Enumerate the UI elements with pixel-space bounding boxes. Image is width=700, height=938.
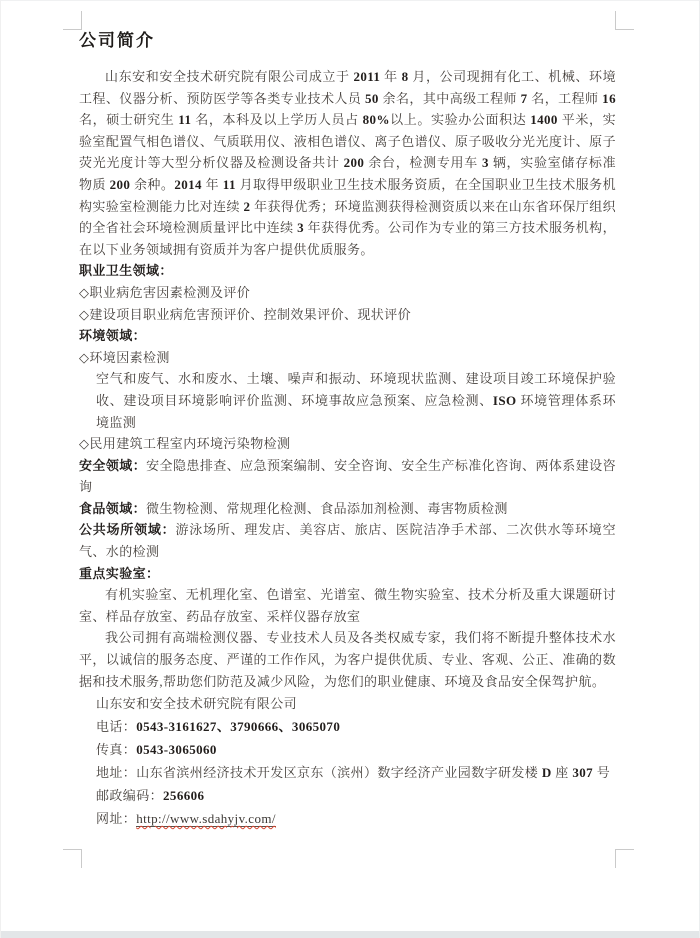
postal-code-line	[96, 784, 616, 807]
website-line	[96, 807, 616, 830]
text-run: 环境管理体系环境监测	[96, 392, 616, 430]
phone-line	[96, 715, 616, 738]
bold-text-run: 2011	[353, 69, 381, 84]
text-run: 年	[380, 69, 402, 84]
bold-text-run: 8	[401, 69, 409, 84]
fax-line	[96, 738, 616, 761]
bold-text-run: 7	[520, 90, 528, 106]
bold-text-run: 1400	[530, 112, 558, 128]
text-run: 年获得优秀；环境监测获得检测资质以来在山东省环保厅组织的全省社会环境检测质量评比中连续	[79, 198, 616, 236]
crop-mark-bottom-right	[615, 849, 634, 868]
bold-text-run: 环境领域：	[79, 328, 147, 344]
bold-text-run: 3	[481, 155, 489, 171]
bullet-item-environment-factors	[79, 347, 616, 369]
labs-paragraph	[79, 584, 616, 627]
page-bottom-edge	[1, 931, 699, 938]
bold-text-run: 200	[109, 176, 131, 192]
bold-text-run: ISO	[492, 392, 517, 408]
text-run: 年获得优秀。公司作为专业的第三方技术服务机构，在以下业务领域拥有资质并为客户提供优质服务。	[79, 220, 616, 257]
text-run: 传真：	[96, 742, 137, 758]
text-run: 游泳场所、理发店、美容店、旅店、医院洁净手术部、二次供水等环境空气、水的检测	[79, 522, 616, 560]
bold-text-run: 16	[602, 90, 616, 106]
text-run: 地址：山东省滨州经济技术开发区京东（滨州）数字经济产业园数字研发楼	[96, 765, 542, 781]
text-run: 山东安和安全技术研究院有限公司成立于	[105, 69, 354, 84]
text-run: 平米，实验室配置气相色谱仪、气质联用仪、液相色谱仪、离子色谱仪、原子吸收分光光度计、原子荧光光度计等大型分析仪器及检测设备共计	[79, 112, 616, 171]
bold-text-run: 安全领域：	[79, 457, 147, 473]
bold-text-run: 0543-3161627、3790666、3065070	[136, 719, 341, 735]
bold-text-run: 公共场所领域：	[79, 522, 176, 538]
text-run: 我公司拥有高端检测仪器、专业技术人员及各类权威专家，我们将不断提升整体技术水平，以诚信的服务态度、严谨的工作作风，为客户提供优质、专业、客观、公正、准确的数据和技术服务,帮助您们防范及减少风险，为您们的职业健康、环境及食品安全保驾护航。	[79, 630, 616, 689]
crop-mark-bottom-left	[63, 849, 82, 868]
bold-text-run: 3	[297, 220, 305, 236]
bold-text-run: D	[541, 765, 552, 781]
text-run: 安全隐患排查、应急预案编制、安全咨询、安全生产标准化咨询、两体系建设咨询	[79, 457, 616, 495]
crop-mark-top-right	[615, 11, 634, 30]
page-title: 公司简介	[79, 31, 155, 50]
bullet-item-occupational-testing	[79, 282, 616, 304]
bold-text-run: 11	[222, 176, 236, 192]
bold-text-run: 职业卫生领域：	[79, 263, 173, 279]
bold-text-run: 50	[365, 90, 379, 106]
bold-text-run: 200	[343, 155, 365, 171]
environment-detail-paragraph	[96, 368, 616, 433]
section-heading-key-labs	[79, 563, 616, 585]
bold-text-run: 食品领域：	[79, 500, 147, 516]
bullet-item-construction-evaluation	[79, 304, 616, 326]
document-body	[79, 66, 616, 830]
text-run: 月，公司现拥有化工、机械、环境工程、仪器分析、预防医学等各类专业技术人员	[79, 69, 616, 106]
company-name-line	[96, 692, 616, 715]
website-link[interactable]: http://www.sdahyjv.com/	[136, 811, 276, 827]
text-run: 名，硕士研究生	[79, 112, 179, 128]
text-run: ◇环境因素检测	[79, 349, 170, 365]
bold-text-run: 2	[243, 198, 251, 214]
text-run: ◇职业病危害因素检测及评价	[79, 284, 251, 300]
bold-text-run: 80%	[362, 112, 390, 128]
text-run: 邮政编码：	[96, 788, 164, 804]
text-run: 有机实验室、无机理化室、色谱室、光谱室、微生物实验室、技术分析及重大课题研讨室、样品存放室、药品存放室、采样仪器存放室	[79, 587, 616, 624]
document-content	[79, 29, 616, 830]
bold-text-run: 2014	[174, 176, 202, 192]
text-run: 微生物检测、常规理化检测、食品添加剂检测、毒害物质检测	[146, 500, 508, 516]
text-run: 余台，检测专用车	[364, 155, 482, 171]
bold-text-run: 重点实验室：	[79, 565, 160, 581]
text-run: 名，工程师	[527, 90, 603, 106]
text-run: 以上。实验办公面积达	[389, 112, 531, 128]
text-run: 电话：	[96, 719, 137, 735]
address-line	[96, 761, 616, 784]
text-run: 山东安和安全技术研究院有限公司	[96, 696, 298, 712]
bold-text-run: 307	[572, 765, 594, 781]
text-run: 余种。	[130, 176, 175, 192]
bold-text-run: 0543-3065060	[136, 742, 217, 758]
section-heading-occupational-health	[79, 260, 616, 282]
intro-paragraph	[79, 66, 616, 260]
text-run: ◇建设项目职业病危害预评价、控制效果评价、现状评价	[79, 306, 411, 322]
text-run: 网址：	[96, 811, 137, 827]
text-run: 名，本科及以上学历人员占	[191, 112, 363, 128]
bold-text-run: 256606	[163, 788, 205, 804]
section-food	[79, 498, 616, 520]
text-run: ◇民用建筑工程室内环境污染物检测	[79, 436, 291, 452]
text-run: 座	[551, 765, 573, 781]
text-run: 辆，实验室储存标准物质	[79, 155, 616, 192]
crop-mark-top-left	[63, 11, 82, 30]
text-run: 年	[201, 176, 223, 192]
bold-text-run: 11	[178, 112, 192, 128]
bullet-item-civil-building	[79, 433, 616, 455]
text-run: 月取得甲级职业卫生技术服务资质，在全国职业卫生技术服务机构实验室检测能力比对连续	[79, 176, 616, 214]
text-run: 余名，其中高级工程师	[378, 90, 521, 106]
text-run: 空气和废气、水和废水、土壤、噪声和振动、环境现状监测、建设项目竣工环境保护验收、建设项目环境影响评价监测、环境事故应急预案、应急检测、	[96, 371, 616, 408]
section-safety	[79, 455, 616, 498]
section-public-places	[79, 519, 616, 562]
closing-paragraph	[79, 627, 616, 692]
section-heading-environment	[79, 325, 616, 347]
text-run: 号	[593, 765, 611, 781]
